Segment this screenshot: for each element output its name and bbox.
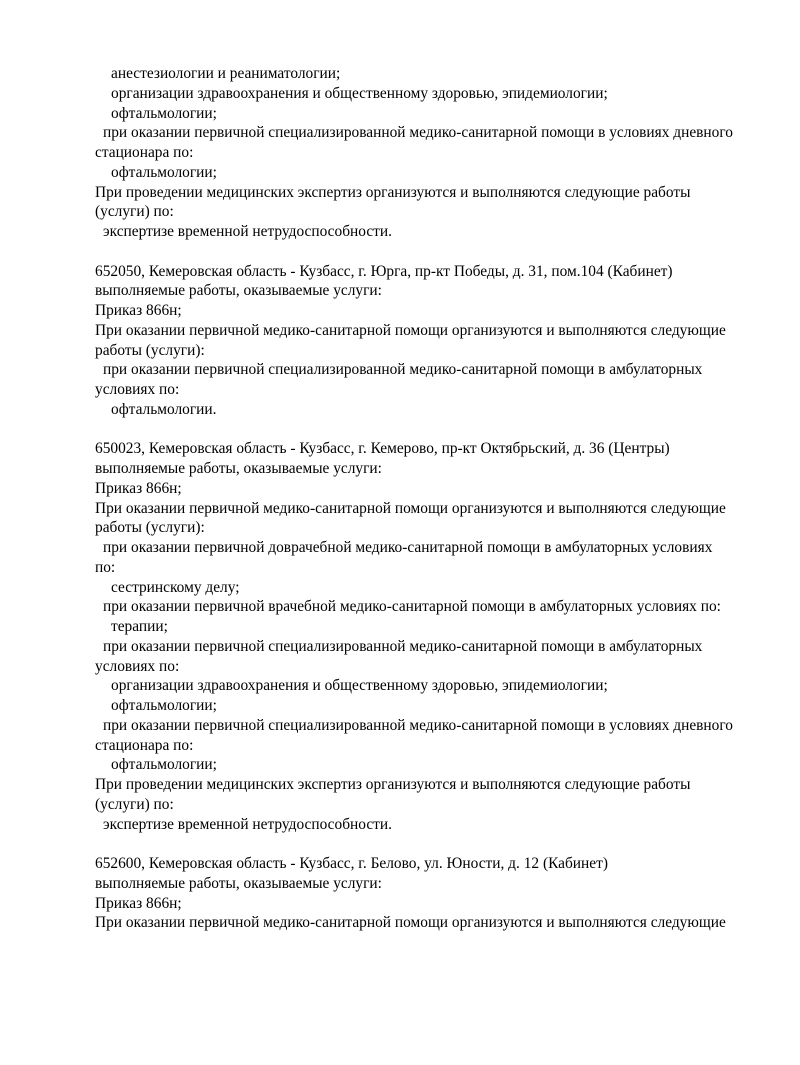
- text-line: терапии;: [111, 618, 168, 635]
- address-line: 652050, Кемеровская область - Кузбасс, г. Юрга, пр-кт Победы, д. 31, пом.104 (Кабинет): [95, 262, 673, 280]
- text-line: условиях по:: [95, 381, 180, 398]
- text-line: офтальмологии;: [111, 756, 217, 774]
- text-line: выполняемые работы, оказываемые услуги:: [95, 460, 382, 477]
- text-line: стационара по:: [95, 144, 194, 161]
- text-line: офтальмологии;: [111, 697, 217, 714]
- text-line: (услуги) по:: [95, 795, 174, 813]
- text-line: выполняемые работы, оказываемые услуги:: [95, 874, 382, 892]
- text-line: условиях по:: [95, 657, 180, 675]
- text-line: выполняемые работы, оказываемые услуги:: [95, 282, 382, 300]
- address-line: 652600, Кемеровская область - Кузбасс, г. Белово, ул. Юности, д. 12 (Кабинет): [95, 855, 608, 872]
- text-line: офтальмологии.: [111, 400, 217, 418]
- text-line: при оказании первичной доврачебной медико-санитарной помощи в амбулаторных условиях: [103, 539, 713, 556]
- text-line: при оказании первичной врачебной медико-санитарной помощи в амбулаторных условиях по:: [103, 598, 721, 616]
- text-line: экспертизе временной нетрудоспособности.: [103, 815, 392, 833]
- text-line: при оказании первичной специализированной медико-санитарной помощи в амбулаторных: [103, 637, 703, 655]
- text-line: При проведении медицинских экспертиз организуются и выполняются следующие работы: [95, 776, 691, 793]
- text-line: При проведении медицинских экспертиз организуются и выполняются следующие работы: [95, 183, 691, 201]
- text-line: Приказ 866н;: [95, 302, 182, 319]
- text-line: (услуги) по:: [95, 203, 174, 221]
- text-line: Приказ 866н;: [95, 479, 182, 497]
- text-line: работы (услуги):: [95, 519, 205, 537]
- text-line: анестезиологии и реаниматологии;: [111, 65, 341, 82]
- text-line: При оказании первичной медико-санитарной помощи организуются и выполняются следующие: [95, 321, 726, 339]
- text-line: При оказании первичной медико-санитарной помощи организуются и выполняются следующие: [95, 499, 726, 517]
- text-line: При оказании первичной медико-санитарной помощи организуются и выполняются следующие: [95, 914, 726, 932]
- text-line: при оказании первичной специализированной медико-санитарной помощи в амбулаторных: [103, 361, 703, 379]
- text-line: офтальмологии;: [111, 104, 217, 122]
- address-line: 650023, Кемеровская область - Кузбасс, г. Кемерово, пр-кт Октябрьский, д. 36 (Центры): [95, 440, 670, 458]
- blank-line: [95, 420, 760, 440]
- document-text: [95, 64, 760, 933]
- text-line: при оказании первичной специализированной медико-санитарной помощи в условиях дневного: [103, 124, 733, 142]
- text-line: организации здравоохранения и общественному здоровью, эпидемиологии;: [111, 84, 608, 102]
- text-line: сестринскому делу;: [111, 578, 240, 596]
- blank-line: [95, 242, 760, 262]
- text-line: организации здравоохранения и общественному здоровью, эпидемиологии;: [111, 677, 608, 695]
- text-line: офтальмологии;: [111, 163, 217, 181]
- text-line: экспертизе временной нетрудоспособности.: [103, 223, 392, 240]
- blank-line: [95, 834, 760, 854]
- text-line: Приказ 866н;: [95, 894, 182, 912]
- text-line: по:: [95, 558, 116, 576]
- text-line: при оказании первичной специализированной медико-санитарной помощи в условиях дневного: [103, 716, 733, 734]
- text-line: работы (услуги):: [95, 341, 205, 359]
- text-line: стационара по:: [95, 736, 194, 754]
